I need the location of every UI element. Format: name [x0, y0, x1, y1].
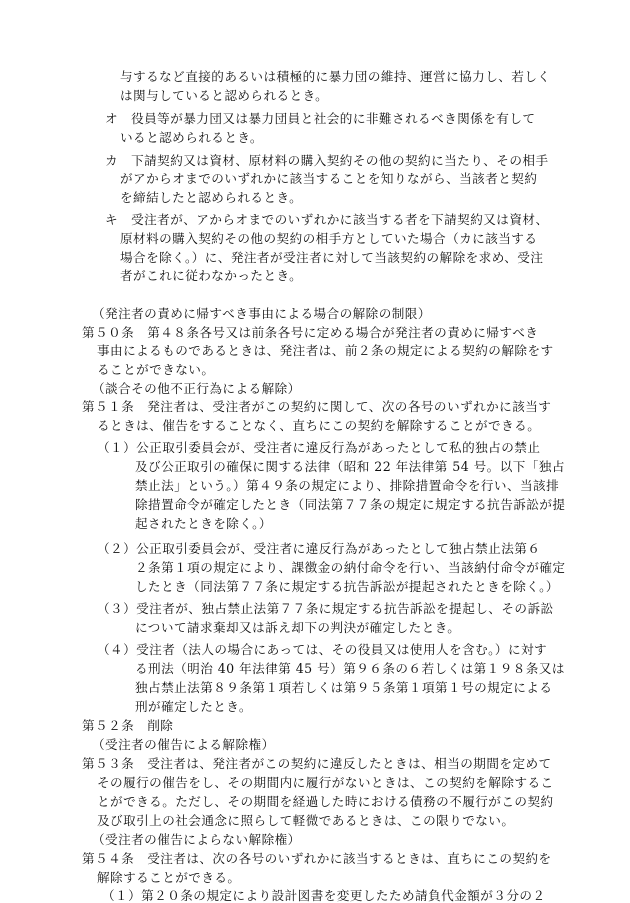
text-line: を締結したと認められるとき。 [120, 190, 303, 205]
text-line: 除措置命令が確定したとき（同法第７７条の規定に規定する抗告訴訟が提 [135, 497, 566, 512]
text-line: ２条第１項の規定により、課徴金の納付命令を行い、当該納付命令が確定 [135, 560, 566, 575]
text-line: 事由によるものであるときは、発注者は、前２条の規定による契約の解除をす [97, 343, 554, 358]
text-line: 起されたときを除く。） [135, 516, 272, 531]
text-line: 独占禁止法第８９条第１項若しくは第９５条第１項第１号の規定による [135, 680, 553, 695]
text-line: は関与していると認められるとき。 [120, 88, 329, 103]
text-line: いると認められるとき。 [120, 130, 263, 145]
text-line: るときは、催告をすることなく、直ちにこの契約を解除することができる。 [97, 418, 541, 433]
list-item: （１）第２０条の規定により設計図書を変更したため請負代金額が３分の２ [102, 888, 546, 903]
section-heading: （発注者の責めに帰すべき事由による場合の解除の制限） [92, 306, 431, 321]
text-line: ることができない。 [97, 362, 215, 377]
text-line: したとき（同法第７７条に規定する抗告訴訟が提起されたときを除く。） [135, 579, 559, 594]
text-line: 与するなど直接的あるいは積極的に暴力団の維持、運営に協力し、若しく [120, 69, 551, 84]
text-line: とができる。ただし、その期間を経過した時における債務の不履行がこの契約 [97, 794, 554, 809]
text-line: 解除することができる。 [97, 870, 241, 885]
text-line: キ 受注者が、アからオまでのいずれかに該当する者を下請契約又は資材、 [105, 212, 549, 227]
article-line: 第５４条 受注者は、次の各号のいずれかに該当するときは、直ちにこの契約を [82, 851, 552, 866]
article-line: 第５１条 発注者は、受注者がこの契約に関して、次の各号のいずれかに該当す [82, 399, 552, 414]
text-line: 禁止法」という。）第４９条の規定により、排除措置命令を行い、当該排 [135, 478, 560, 493]
text-line: カ 下請契約又は資材、原材料の購入契約その他の契約に当たり、その相手 [105, 153, 549, 168]
text-line: 及び公正取引の確保に関する法律（昭和 22 年法律第 54 号。以下「独占 [135, 459, 565, 474]
article-line: 第５３条 受注者は、発注者がこの契約に違反したときは、相当の期間を定めて [82, 756, 552, 771]
text-line: がアからオまでのいずれかに該当することを知りながら、当該者と契約 [120, 171, 538, 186]
article-line: 第５２条 削除 [82, 718, 174, 733]
list-item: （３）受注者が、独占禁止法第７７条に規定する抗告訴訟を提起し、その訴訟 [97, 601, 554, 616]
list-item: （２）公正取引委員会が、受注者に違反行為があったとして独占禁止法第６ [97, 541, 541, 556]
text-line: オ 役員等が暴力団又は暴力団員と社会的に非難されるべき関係を有して [105, 111, 536, 126]
section-heading: （受注者の催告による解除権） [92, 737, 275, 752]
text-line: 刑が確定したとき。 [135, 699, 252, 714]
text-line: 者がこれに従わなかったとき。 [120, 268, 303, 283]
section-heading: （談合その他不正行為による解除） [92, 381, 301, 396]
list-item: （４）受注者（法人の場合にあっては、その役員又は使用人を含む。）に対す [97, 642, 548, 657]
list-item: （１）公正取引委員会が、受注者に違反行為があったとして私的独占の禁止 [97, 440, 541, 455]
article-line: 第５０条 第４８条各号又は前条各号に定める場合が発注者の責めに帰すべき [82, 325, 539, 340]
text-line: について請求棄却又は訴え却下の判決が確定したとき。 [135, 620, 461, 635]
text-line: 及び取引上の社会通念に照らして軽微であるときは、この限りでない。 [97, 813, 515, 828]
text-line: 原材料の購入契約その他の契約の相手方としていた場合（カに該当する [120, 231, 538, 246]
text-line: る刑法（明治 40 年法律第 45 号）第９６条の６若しくは第１９８条又は [135, 661, 565, 676]
text-line: その履行の催告をし、その期間内に履行がないときは、この契約を解除するこ [97, 775, 554, 790]
section-heading: （受注者の催告によらない解除権） [92, 832, 301, 847]
text-line: 場合を除く。）に、発注者が受注者に対して当該契約の解除を求め、受注 [120, 250, 544, 265]
